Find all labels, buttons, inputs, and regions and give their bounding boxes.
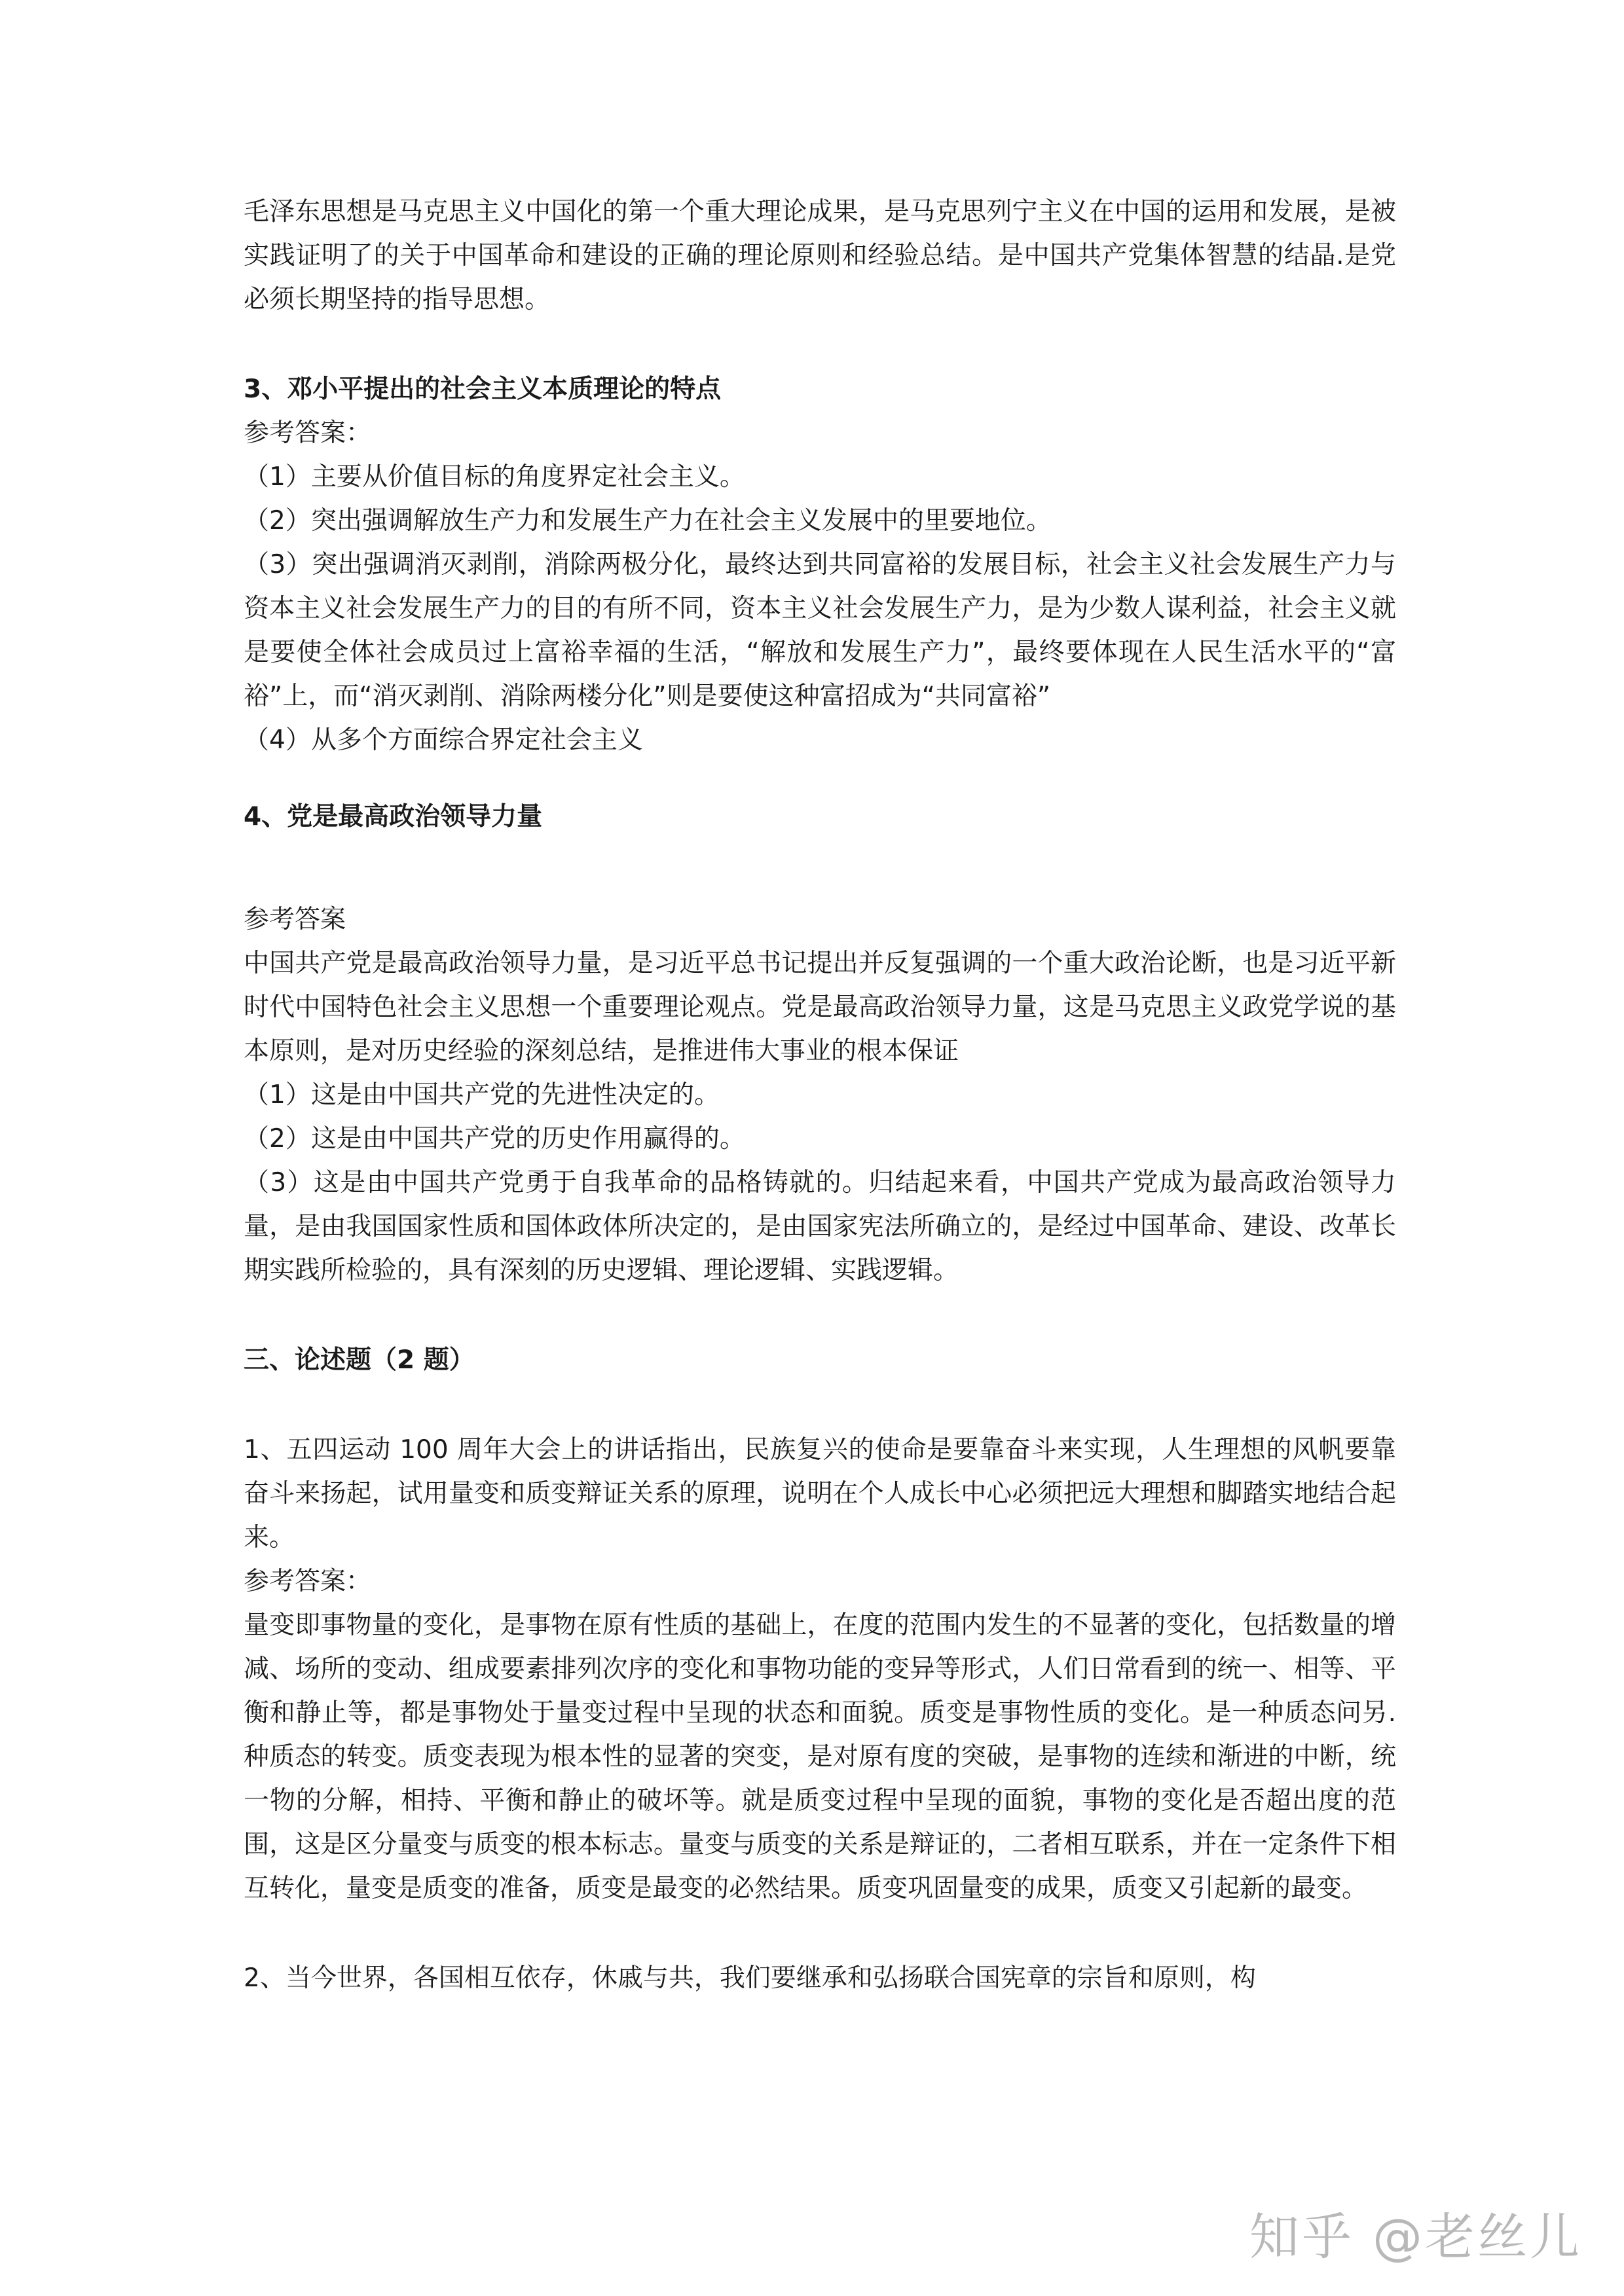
section-3-heading: 三、论述题（2 题） <box>244 1345 475 1375</box>
q4-item-1: （1）这是由中国共产党的先进性决定的。 <box>244 1080 720 1110</box>
q4-answer-label: 参考答案 <box>244 905 346 934</box>
q4-item-3: （3）这是由中国共产党勇于自我革命的品格铸就的。归结起来看，中国共产党成为最高政治领导力量，是由我国国家性质和国体政体所决定的，是由国家宪法所确立的，是经过中国革命、建设、改革长期实践所检验的，具有深刻的历史逻辑、理论逻辑、实践逻辑。 <box>244 1168 1396 1285</box>
essay-1-question: 1、五四运动 100 周年大会上的讲话指出，民族复兴的使命是要靠奋斗来实现，人生理想的风帆要靠奋斗来扬起，试用量变和质变辩证关系的原理，说明在个人成长中心必须把远大理想和脚踏实地结合起来。 <box>244 1435 1396 1552</box>
q4-item-2: （2）这是由中国共产党的历史作用赢得的。 <box>244 1124 745 1154</box>
document-page <box>244 190 1396 2000</box>
essay-2-question: 2、当今世界，各国相互依存，休戚与共，我们要继承和弘扬联合国宪章的宗旨和原则，构 <box>244 1963 1256 1993</box>
q3-answer-label: 参考答案： <box>244 418 372 448</box>
q3-item-1: （1）主要从价值目标的角度界定社会主义。 <box>244 462 745 492</box>
zhihu-watermark: 知乎 @老丝儿 <box>1249 2208 1582 2266</box>
q4-heading: 4、党是最高政治领导力量 <box>244 802 543 831</box>
q3-item-4: （4）从多个方面综合界定社会主义 <box>244 725 643 755</box>
q3-heading: 3、邓小平提出的社会主义本质理论的特点 <box>244 374 722 404</box>
essay-1-answer-label: 参考答案： <box>244 1567 372 1596</box>
intro-paragraph: 毛泽东思想是马克思主义中国化的第一个重大理论成果，是马克思列宁主义在中国的运用和发展，是被实践证明了的关于中国革命和建设的正确的理论原则和经验总结。是中国共产党集体智慧的结晶.是党必须长期坚持的指导思想。 <box>244 197 1396 314</box>
essay-1-answer: 量变即事物量的变化，是事物在原有性质的基础上，在度的范围内发生的不显著的变化，包括数量的增减、场所的变动、组成要素排列次序的变化和事物功能的变异等形式，人们日常看到的统一、相等、平衡和静止等，都是事物处于量变过程中呈现的状态和面貌。质变是事物性质的变化。是一种质态问另.种质态的转变。质变表现为根本性的显著的突变，是对原有度的突破，是事物的连续和渐进的中断，统一物的分解，相持、平衡和静止的破坏等。就是质变过程中呈现的面貌，事物的变化是否超出度的范围，这是区分量变与质变的根本标志。量变与质变的关系是辩证的，二者相互联系，并在一定条件下相互转化，量变是质变的准备，质变是最变的必然结果。质变巩固量变的成果，质变又引起新的最变。 <box>244 1611 1396 1903</box>
q3-item-3: （3）突出强调消灭剥削，消除两极分化，最终达到共同富裕的发展目标，社会主义社会发展生产力与资本主义社会发展生产力的目的有所不同，资本主义社会发展生产力，是为少数人谋利益，社会主义就是要使全体社会成员过上富裕幸福的生活，“解放和发展生产力”，最终要体现在人民生活水平的“富裕”上，而“消灭剥削、消除两楼分化”则是要使这种富招成为“共同富裕” <box>244 550 1396 711</box>
q4-body: 中国共产党是最高政治领导力量，是习近平总书记提出并反复强调的一个重大政治论断，也是习近平新时代中国特色社会主义思想一个重要理论观点。党是最高政治领导力量，这是马克思主义政党学说的基本原则，是对历史经验的深刻总结，是推进伟大事业的根本保证 <box>244 949 1396 1066</box>
q3-item-2: （2）突出强调解放生产力和发展生产力在社会主义发展中的里要地位。 <box>244 506 1052 536</box>
